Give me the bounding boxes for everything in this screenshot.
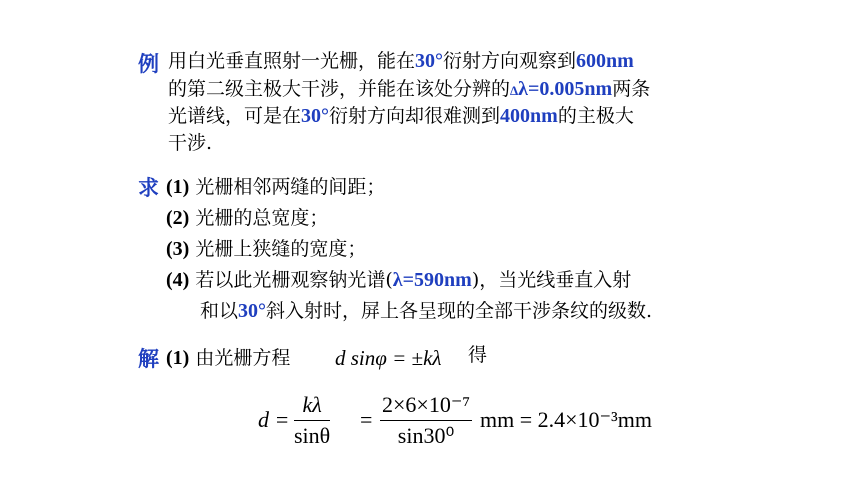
example-line-4: 干涉.: [168, 132, 213, 154]
formula-equals: =: [360, 407, 373, 432]
example-line-2: 的第二级主极大干涉，并能在该处分辨的Δλ=0.005nm两条: [168, 78, 651, 100]
fraction-2-numerator: 2×6×10⁻⁷: [380, 392, 472, 421]
grating-equation: d sinφ = ±kλ: [335, 346, 442, 370]
ask-item-4: (4) 若以此光栅观察钠光谱(λ=590nm)，当光线垂直入射: [166, 269, 632, 291]
formula-result: mm = 2.4×10⁻³mm: [480, 407, 652, 432]
fraction-1: [294, 392, 330, 449]
example-line-1: 用白光垂直照射一光栅，能在30°衍射方向观察到600nm: [168, 50, 634, 72]
fraction-2-denominator: sin30⁰: [397, 423, 455, 448]
ask-tag: 求: [138, 175, 159, 200]
formula-lhs: d =: [258, 407, 290, 432]
example-tag: 例: [138, 51, 159, 76]
ask-item-3: (3) 光栅上狭缝的宽度；: [166, 238, 367, 260]
fraction-1-numerator: kλ: [294, 392, 330, 421]
ask-item-4-line-2: 和以30°斜入射时，屏上各呈现的全部干涉条纹的级数.: [200, 300, 653, 322]
solution-get: 得: [468, 344, 488, 366]
fraction-2: [380, 392, 472, 449]
solution-tag: 解: [138, 346, 159, 371]
example-line-3: 光谱线，可是在30°衍射方向却很难测到400nm的主极大: [168, 105, 634, 127]
solution-line-1: (1) 由光栅方程: [166, 347, 291, 369]
ask-item-2: (2) 光栅的总宽度；: [166, 207, 329, 229]
fraction-1-denominator: sinθ: [294, 423, 331, 448]
ask-item-1: (1) 光栅相邻两缝的间距；: [166, 176, 386, 198]
